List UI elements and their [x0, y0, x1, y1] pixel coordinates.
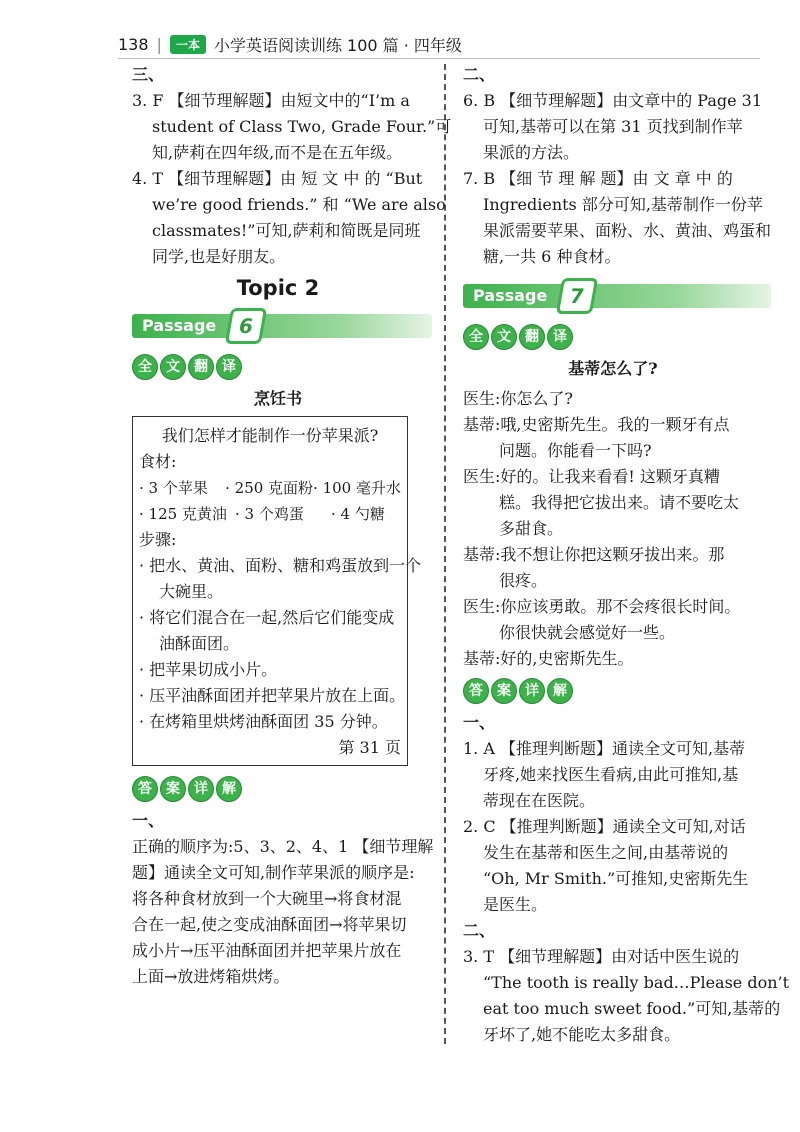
ingredients-row — [139, 501, 401, 527]
header-rule — [118, 58, 760, 59]
translation-badge — [132, 354, 424, 380]
dialog-line — [463, 646, 763, 672]
answer-line: 果派需要苹果、面粉、水、黄油、鸡蛋和 — [483, 221, 772, 240]
answer-line: 糖,一共 6 种食材。 — [483, 247, 621, 266]
utterance: 好的。让我来看看! 这颗牙真糟 — [500, 467, 720, 486]
section-heading: 一、 — [132, 811, 165, 830]
answer-line: eat too much sweet food.”可知,基蒂的 — [483, 999, 781, 1018]
badge-char: 答 — [463, 678, 489, 704]
step-line: · 将它们混合在一起,然后它们能变成 — [139, 608, 395, 627]
dialog-line: 你很快就会感觉好一些。 — [499, 623, 676, 642]
badge-char: 翻 — [519, 324, 545, 350]
answer-item-7 — [463, 166, 772, 270]
answer-badge — [132, 776, 424, 802]
passage-number: 6 — [225, 308, 267, 344]
answer-item-6 — [463, 88, 763, 166]
step-line: 大碗里。 — [159, 582, 224, 601]
page-number: 138 — [118, 34, 149, 54]
right-column — [463, 62, 790, 1048]
answer-line: 成小片→压平油酥面团并把苹果片放在 — [132, 941, 402, 960]
answer-line: 牙疼,她来找医生看病,由此可推知,基 — [483, 765, 739, 784]
section-heading: 一、 — [463, 713, 496, 732]
answer-line: 果派的方法。 — [483, 143, 580, 162]
ingredient: · 4 勺糖 — [331, 505, 385, 523]
answer-line: 7. B 【细 节 理 解 题】由 文 章 中 的 — [463, 169, 733, 188]
section-heading: 二、 — [463, 65, 496, 84]
answer-line: 牙坏了,她不能吃太多甜食。 — [483, 1025, 681, 1044]
recipe-question: 我们怎样才能制作一份苹果派? — [161, 426, 379, 445]
answer-line: 蒂现在在医院。 — [483, 791, 596, 810]
badge-char: 案 — [491, 678, 517, 704]
badge-char: 全 — [132, 354, 158, 380]
recipe-box — [132, 416, 422, 766]
answer-line: we’re good friends.” 和 “We are also — [152, 195, 446, 214]
dialog-line: 很疼。 — [499, 571, 548, 590]
dialog-line — [463, 542, 763, 568]
dialog-line: 问题。你能看一下吗? — [499, 441, 652, 460]
speaker: 医生: — [463, 389, 501, 408]
badge-char: 解 — [547, 678, 573, 704]
steps-label: 步骤: — [139, 530, 177, 549]
speaker: 基蒂: — [463, 649, 501, 668]
answer-line: Ingredients 部分可知,基蒂制作一份苹 — [483, 195, 763, 214]
badge-char: 翻 — [188, 354, 214, 380]
dialog-title: 基蒂怎么了? — [568, 359, 658, 378]
section-heading: 三、 — [132, 65, 165, 84]
answer-line: 3. F 【细节理解题】由短文中的“I’m a — [132, 91, 410, 110]
answer-order — [132, 834, 434, 990]
translation-badge — [463, 324, 763, 350]
passage-label: Passage — [473, 286, 548, 305]
answer-line: 3. T 【细节理解题】由对话中医生说的 — [463, 947, 740, 966]
speaker: 基蒂: — [463, 415, 501, 434]
speaker: 基蒂: — [463, 545, 501, 564]
dialog-line — [463, 464, 763, 490]
answer-line: 题】通读全文可知,制作苹果派的顺序是: — [132, 863, 415, 882]
header-separator: | — [156, 34, 162, 54]
page-reference: 第 31 页 — [338, 738, 401, 757]
step-line: 油酥面团。 — [159, 634, 240, 653]
utterance: 我不想让你把这颗牙拔出来。那 — [500, 545, 725, 564]
ingredients-row — [139, 475, 401, 501]
passage-label: Passage — [142, 316, 217, 335]
answer-line: classmates!”可知,萨莉和简既是同班 — [152, 221, 421, 240]
answer-line: “Oh, Mr Smith.”可推知,史密斯先生 — [483, 869, 749, 888]
ingredients-label: 食材: — [139, 452, 177, 471]
badge-char: 解 — [216, 776, 242, 802]
badge-char: 文 — [160, 354, 186, 380]
step-line: · 压平油酥面团并把苹果片放在上面。 — [139, 686, 406, 705]
step-line: · 把水、黄油、面粉、糖和鸡蛋放到一个 — [139, 556, 422, 575]
answer-line: 知,萨莉在四年级,而不是在五年级。 — [152, 143, 403, 162]
answer-badge — [463, 678, 763, 704]
badge-char: 全 — [463, 324, 489, 350]
answer-item-4 — [132, 166, 446, 270]
step-line: · 在烤箱里烘烤油酥面团 35 分钟。 — [139, 712, 388, 731]
answer-line: 同学,也是好朋友。 — [152, 247, 286, 266]
badge-char: 译 — [216, 354, 242, 380]
answer-item-3 — [463, 944, 790, 1048]
passage-banner — [463, 278, 763, 314]
answer-item-1 — [463, 736, 763, 814]
utterance: 哦,史密斯先生。我的一颗牙有点 — [500, 415, 730, 434]
speaker: 医生: — [463, 467, 501, 486]
speaker: 医生: — [463, 597, 501, 616]
recipe-title: 烹饪书 — [253, 389, 302, 408]
answer-line: student of Class Two, Grade Four.”可 — [152, 117, 452, 136]
answer-item-2 — [463, 814, 763, 918]
badge-char: 详 — [519, 678, 545, 704]
dialog-line: 糕。我得把它拔出来。请不要吃太 — [499, 493, 740, 512]
ingredient: · 250 克面粉 — [225, 479, 314, 497]
ingredient: · 125 克黄油 — [139, 505, 227, 523]
left-column — [132, 62, 452, 990]
dialog-line — [463, 594, 763, 620]
badge-char: 答 — [132, 776, 158, 802]
passage-number: 7 — [556, 278, 598, 314]
answer-line: 合在一起,使之变成油酥面团→将苹果切 — [132, 915, 407, 934]
dialog-line: 多甜食。 — [499, 519, 564, 538]
answer-line: 2. C 【推理判断题】通读全文可知,对话 — [463, 817, 746, 836]
answer-line: 将各种食材放到一个大碗里→将食材混 — [132, 889, 402, 908]
answer-line: 6. B 【细节理解题】由文章中的 Page 31 — [463, 91, 763, 110]
answer-item-3 — [132, 88, 452, 166]
page-header — [118, 30, 462, 58]
badge-char: 案 — [160, 776, 186, 802]
badge-char: 详 — [188, 776, 214, 802]
answer-line: “The tooth is really bad…Please don’t — [483, 973, 790, 992]
ingredient: · 3 个鸡蛋 — [235, 505, 304, 523]
step-line: · 把苹果切成小片。 — [139, 660, 278, 679]
passage-banner — [132, 308, 424, 344]
answer-line: 1. A 【推理判断题】通读全文可知,基蒂 — [463, 739, 746, 758]
ingredient: · 3 个苹果 — [139, 479, 208, 497]
utterance: 你应该勇敢。那不会疼很长时间。 — [500, 597, 741, 616]
topic-heading: Topic 2 — [236, 276, 320, 300]
answer-line: 发生在基蒂和医生之间,由基蒂说的 — [483, 843, 729, 862]
utterance: 好的,史密斯先生。 — [500, 649, 634, 668]
answer-line: 是医生。 — [483, 895, 548, 914]
answer-line: 4. T 【细节理解题】由 短 文 中 的 “But — [132, 169, 423, 188]
answer-line: 上面→放进烤箱烘烤。 — [132, 967, 290, 986]
section-heading: 二、 — [463, 921, 496, 940]
dialog-line — [463, 412, 763, 438]
badge-char: 文 — [491, 324, 517, 350]
answer-line: 可知,基蒂可以在第 31 页找到制作苹 — [483, 117, 743, 136]
book-title: 小学英语阅读训练 100 篇 · 四年级 — [213, 35, 462, 55]
answer-line: 正确的顺序为:5、3、2、4、1 【细节理解 — [132, 837, 434, 856]
utterance: 你怎么了? — [500, 389, 573, 408]
dialog — [463, 386, 763, 672]
ingredient: · 100 毫升水 — [313, 479, 401, 497]
badge-char: 译 — [547, 324, 573, 350]
dialog-line — [463, 386, 763, 412]
publisher-logo: 一本 — [170, 35, 206, 54]
